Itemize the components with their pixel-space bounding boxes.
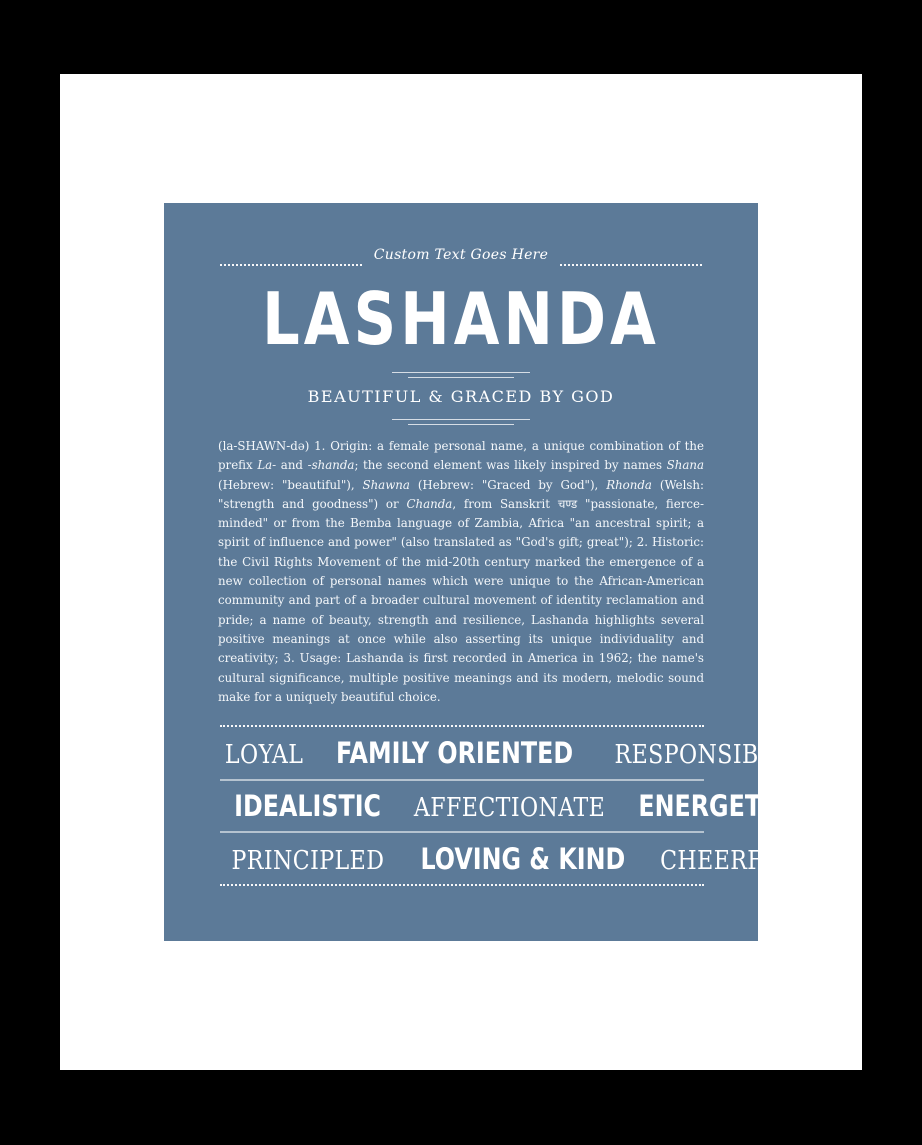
trait-loyal: LOYAL [224, 740, 304, 770]
traits-row-3 [218, 841, 797, 879]
traits-divider-1 [220, 779, 704, 781]
name-meaning: BEAUTIFUL & GRACED BY GOD [307, 387, 615, 406]
custom-text: Custom Text Goes Here [373, 247, 549, 263]
dotted-divider-right [560, 264, 702, 266]
dotted-divider-traits-bottom [220, 884, 704, 886]
rule-above-meaning-1 [392, 372, 530, 373]
traits-row-1 [218, 735, 791, 773]
name-title: LASHANDA [262, 277, 660, 361]
traits-row-2 [218, 788, 788, 826]
dotted-divider-traits-top [220, 725, 704, 727]
rule-above-meaning-2 [408, 377, 514, 378]
rule-below-meaning-2 [408, 424, 514, 425]
dotted-divider-left [220, 264, 362, 266]
trait-principled: PRINCIPLED [231, 846, 385, 876]
trait-family-oriented: FAMILY ORIENTED [336, 736, 574, 770]
trait-energetic: ENERGETIC [638, 789, 788, 823]
name-definition: (la-SHAWN-də) 1. Origin: a female personal name, a unique combination of the prefix La- and -shanda; the second element was likely inspired by names Shana (Hebrew: "beautiful"), Shawna (Hebrew: "Graced by God"), Rhonda (Welsh: "strength and goodness") or Chanda, from Sanskrit चण्ड "passionate, fierce-minded" or from the Bemba language of Zambia, Africa "an ancestral spirit; a spirit of influence and power" (also translated as "God's gift; great"); 2. Historic: the Civil Rights Movement of the mid-20th century marked the emergence of a new collection of personal names which were unique to the African-American community and part of a broader cultural movement of identity reclamation and pride; a name of beauty, strength and resilience, Lashanda highlights several positive meanings at once while also asserting its unique individuality and creativity; 3. Usage: Lashanda is first recorded in America in 1962; the name's cultural significance, multiple positive meanings and its modern, melodic sound make for a uniquely beautiful choice. [218, 439, 704, 704]
name-poster [164, 203, 797, 941]
trait-loving-and-kind: LOVING & KIND [420, 842, 626, 876]
rule-below-meaning-1 [392, 419, 530, 420]
trait-affectionate: AFFECTIONATE [414, 793, 606, 823]
trait-cheerful: CHEERFUL [659, 846, 797, 876]
trait-idealistic: IDEALISTIC [234, 789, 382, 823]
trait-responsible: RESPONSIBLE [614, 740, 791, 770]
traits-divider-2 [220, 831, 704, 833]
